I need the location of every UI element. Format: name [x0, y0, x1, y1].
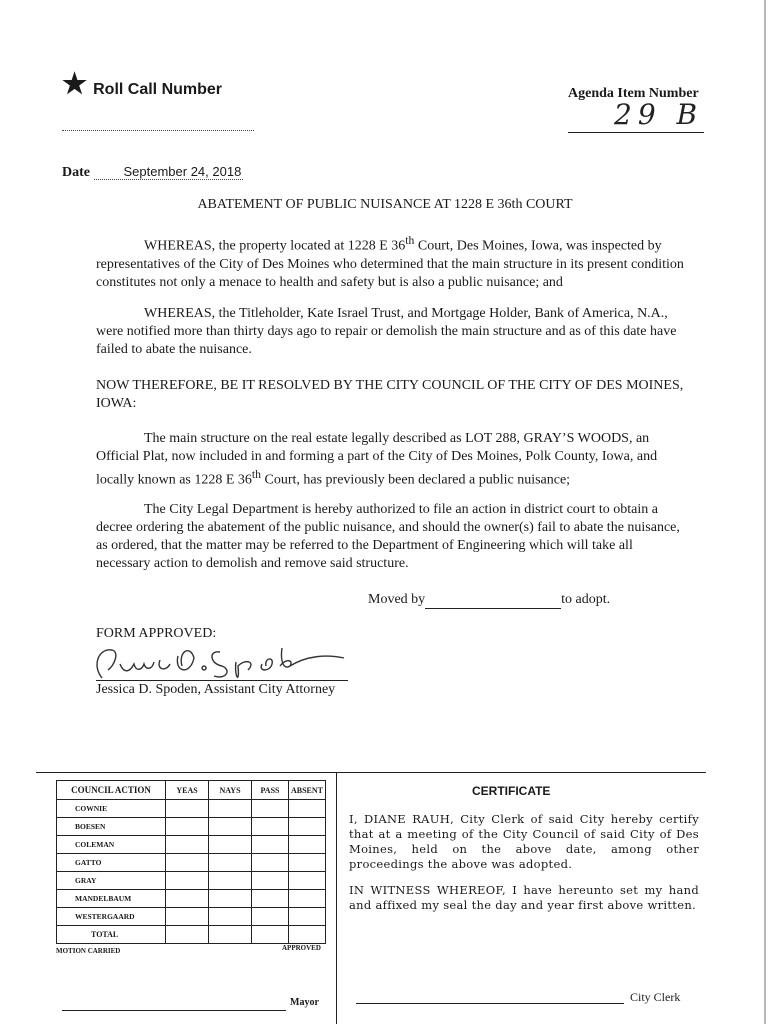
whereas-paragraph-1: WHEREAS, the property located at 1228 E 36th Court, Des Moines, Iowa, was inspected by representatives of the City of Des Moines who determined that the main structure in its present condition constitutes not only a menace to health and safety but is also a public nuisance; and [96, 234, 684, 290]
approved-label: APPROVED [282, 944, 321, 952]
member-name: WESTERGAARD [57, 908, 166, 926]
date-label: Date [62, 165, 90, 180]
mayor-signature-line [62, 1010, 286, 1011]
city-clerk-label: City Clerk [630, 990, 681, 1004]
page-edge-line [764, 0, 766, 1024]
member-name: COLEMAN [57, 836, 166, 854]
mayor-label: Mayor [290, 997, 319, 1008]
table-row [57, 890, 326, 908]
table-row [57, 854, 326, 872]
agenda-item-number-field [568, 98, 704, 133]
member-name: GATTO [57, 854, 166, 872]
member-name: BOESEN [57, 818, 166, 836]
resolution-title: ABATEMENT OF PUBLIC NUISANCE AT 1228 E 36th COURT [197, 197, 573, 212]
roll-call-number [62, 68, 223, 104]
resolved-clause: NOW THEREFORE, BE IT RESOLVED BY THE CITY COUNCIL OF THE CITY OF DES MOINES, IOWA: [96, 378, 684, 411]
star-icon: ★ [62, 68, 88, 99]
roll-call-label: Roll Call Number [93, 81, 223, 98]
moved-by-blank [425, 592, 561, 609]
signature-line [96, 680, 348, 681]
yeas-header: YEAS [166, 781, 209, 800]
member-name: MANDELBAUM [57, 890, 166, 908]
moved-by-line [368, 592, 610, 609]
form-approved-label: FORM APPROVED: [96, 626, 217, 641]
date-value: September 24, 2018 [94, 164, 244, 180]
table-row [57, 800, 326, 818]
table-row [57, 872, 326, 890]
clerk-signature-line [356, 1003, 624, 1004]
total-row [57, 926, 326, 944]
council-action-header: COUNCIL ACTION [57, 781, 166, 800]
legal-description-paragraph: The main structure on the real estate legally described as LOT 288, GRAY’S WOODS, an Official Plat, now included in and forming a part of the City of Des Moines, Polk County, Iowa, and locally known as 1228 E 36th Court, has previously been declared a public nuisance; [96, 431, 658, 488]
footer-divider [336, 772, 337, 1024]
table-row [57, 818, 326, 836]
witness-text: IN WITNESS WHEREOF, I have hereunto set my hand and affixed my seal the day and year first above written. [349, 883, 699, 912]
council-action-table [56, 780, 326, 944]
table-row [57, 908, 326, 926]
member-name: GRAY [57, 872, 166, 890]
council-header-row [57, 781, 326, 800]
total-label: TOTAL [57, 926, 166, 944]
footer-top-rule [36, 772, 706, 773]
member-name: COWNIE [57, 800, 166, 818]
agenda-item-value: 29 B [614, 98, 704, 131]
certificate-text: I, DIANE RAUH, City Clerk of said City hereby certify that at a meeting of the City Council of said City of Des Moines, held on the above date, among other proceedings the above was adopted. [349, 812, 699, 871]
motion-carried-label: MOTION CARRIED [56, 947, 121, 955]
whereas-paragraph-2: WHEREAS, the Titleholder, Kate Israel Trust, and Mortgage Holder, Bank of America, N.A., were notified more than thirty days ago to repair or demolish the main structure and as of this date have failed to abate the nuisance. [96, 306, 677, 357]
legal-department-paragraph: The City Legal Department is hereby authorized to file an action in district court to obtain a decree ordering the abatement of the public nuisance, and should the owner(s) fail to abate the nuisance, as ordered, that the matter may be referred to the Department of Engineering which will take all necessary action to demolish and remove said structure. [96, 502, 680, 571]
date-row [62, 164, 243, 181]
nays-header: NAYS [209, 781, 252, 800]
certificate-title: CERTIFICATE [472, 784, 551, 798]
signer-name: Jessica D. Spoden, Assistant City Attorney [96, 682, 336, 697]
moved-by-label: Moved by [368, 592, 426, 607]
roll-call-dotted-line [62, 130, 254, 131]
pass-header: PASS [252, 781, 289, 800]
table-row [57, 836, 326, 854]
absent-header: ABSENT [289, 781, 326, 800]
moved-by-suffix: to adopt. [561, 592, 611, 607]
agenda-item-label: Agenda Item Number [568, 86, 699, 101]
